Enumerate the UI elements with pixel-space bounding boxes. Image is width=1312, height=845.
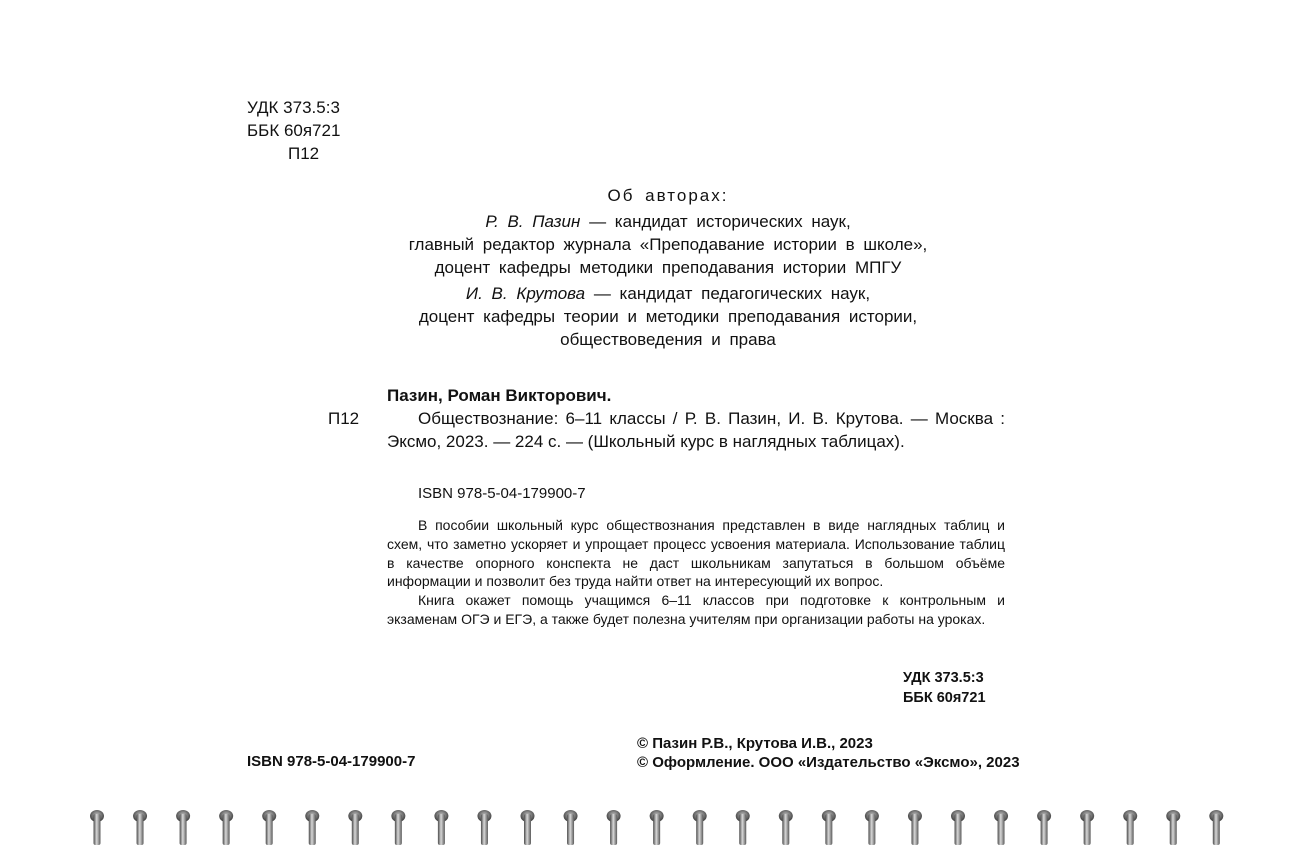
author-line bbox=[300, 210, 1036, 233]
udk-code: УДК 373.5:3 bbox=[903, 670, 984, 686]
spiral-ring bbox=[908, 810, 922, 845]
bbk-code: ББК 60я721 bbox=[903, 690, 986, 706]
spiral-ring bbox=[305, 810, 319, 845]
footer-isbn: ISBN 978-5-04-179900-7 bbox=[247, 753, 416, 770]
spiral-ring bbox=[736, 810, 750, 845]
author-mark: П12 bbox=[288, 144, 320, 163]
annotation-paragraph: Книга окажет помощь учащимся 6–11 классов при подготовке к контрольным и экзаменам ОГЭ и ЕГЭ, а также будет полезна учителям при организации работы на уроках. bbox=[387, 592, 1005, 627]
spiral-ring bbox=[262, 810, 276, 845]
spiral-ring bbox=[521, 810, 535, 845]
spiral-ring bbox=[219, 810, 233, 845]
spiral-ring bbox=[90, 810, 104, 845]
spiral-ring bbox=[779, 810, 793, 845]
classification-block-top bbox=[247, 96, 340, 165]
annotation-paragraph: В пособии школьный курс обществознания представлен в виде наглядных таблиц и схем, что заметно ускоряет и упрощает процесс усвоения материала. Использование таблиц в качестве опорного конспекта не даст школьникам запутаться в большом объёме информации и позволит без труда найти ответ на интересующий их вопрос. bbox=[387, 517, 1005, 590]
biblio-description: Обществознание: 6–11 классы / Р. В. Пазин, И. В. Крутова. — Москва : Эксмо, 2023. — 224 с. — (Школьный курс в наглядных таблицах). bbox=[387, 409, 1005, 451]
spiral-ring bbox=[1123, 810, 1137, 845]
author-line: обществоведения и права bbox=[560, 330, 776, 349]
spiral-ring bbox=[822, 810, 836, 845]
spiral-ring bbox=[650, 810, 664, 845]
author-line: доцент кафедры теории и методики преподавания истории, bbox=[418, 307, 918, 326]
udk-code: УДК 373.5:3 bbox=[247, 98, 340, 117]
classification-block-bottom bbox=[903, 668, 986, 708]
spiral-ring bbox=[434, 810, 448, 845]
biblio-author-mark: П12 bbox=[328, 409, 360, 428]
spiral-ring bbox=[477, 810, 491, 845]
copyright-block bbox=[637, 734, 1020, 772]
author-line: доцент кафедры методики преподавания истории МПГУ bbox=[434, 258, 902, 277]
spiral-ring bbox=[1037, 810, 1051, 845]
spiral-ring bbox=[994, 810, 1008, 845]
author-line: главный редактор журнала «Преподавание истории в школе», bbox=[408, 235, 928, 254]
author-line bbox=[300, 282, 1036, 305]
spiral-ring bbox=[607, 810, 621, 845]
author-degree: — кандидат исторических наук, bbox=[580, 212, 851, 231]
about-authors-heading: Об авторах: bbox=[607, 186, 729, 205]
spiral-ring bbox=[1166, 810, 1180, 845]
spiral-ring bbox=[133, 810, 147, 845]
spiral-ring bbox=[1080, 810, 1094, 845]
spiral-binding bbox=[0, 800, 1312, 845]
spiral-ring bbox=[693, 810, 707, 845]
author-block-krutova bbox=[300, 282, 1036, 351]
spiral-ring bbox=[564, 810, 578, 845]
biblio-isbn: ISBN 978-5-04-179900-7 bbox=[418, 485, 586, 502]
spiral-ring bbox=[176, 810, 190, 845]
author-block-pazin bbox=[300, 210, 1036, 279]
copyright-design: © Оформление. ООО «Издательство «Эксмо», 2023 bbox=[637, 754, 1020, 771]
spiral-ring bbox=[865, 810, 879, 845]
about-authors bbox=[300, 184, 1036, 354]
author-degree: — кандидат педагогических наук, bbox=[585, 284, 871, 303]
annotation bbox=[387, 516, 1005, 629]
author-name: И. В. Крутова bbox=[465, 284, 586, 303]
bbk-code: ББК 60я721 bbox=[247, 121, 341, 140]
spiral-ring bbox=[1209, 810, 1223, 845]
spiral-ring bbox=[348, 810, 362, 845]
spiral-ring bbox=[951, 810, 965, 845]
biblio-heading: Пазин, Роман Викторович. bbox=[387, 386, 612, 405]
author-name: Р. В. Пазин bbox=[485, 212, 581, 231]
copyright-authors: © Пазин Р.В., Крутова И.В., 2023 bbox=[637, 735, 873, 752]
spiral-ring bbox=[391, 810, 405, 845]
